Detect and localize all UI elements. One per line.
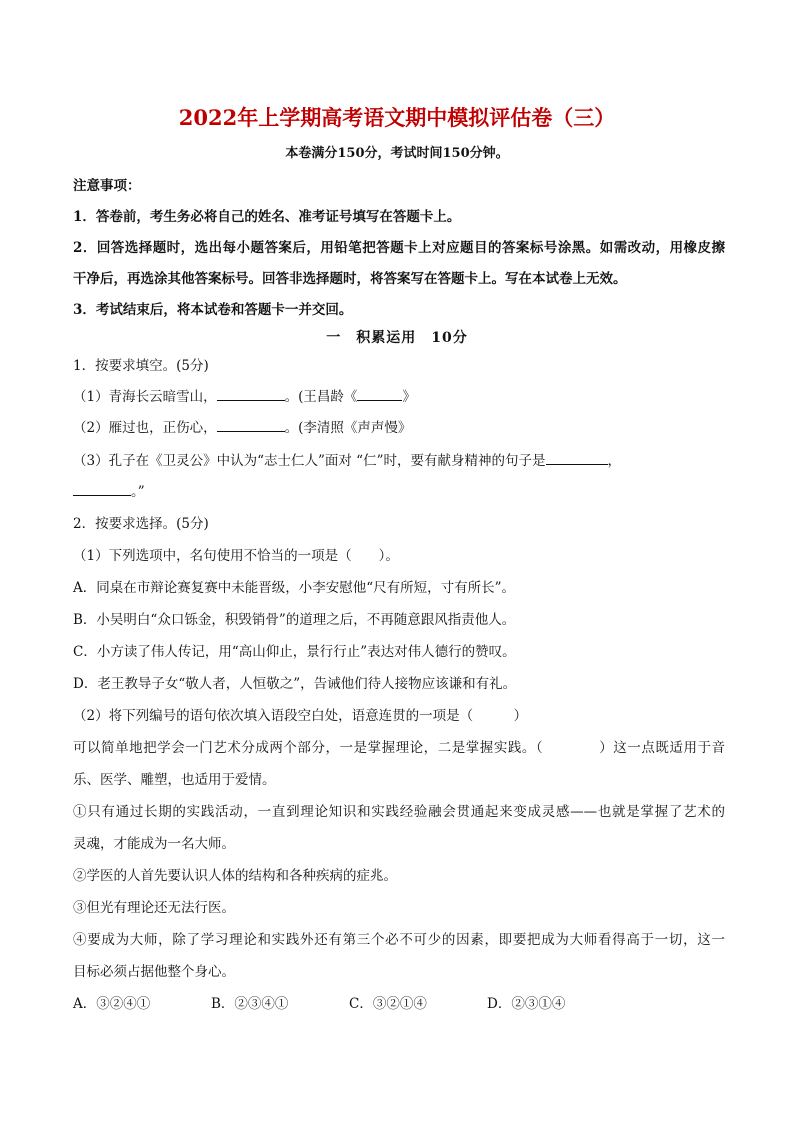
q1-part3	[73, 451, 725, 471]
q1-part1-text-a: （1）青海长云暗雪山，	[73, 389, 217, 405]
q1-part2-text-b: 。(李清照《声声慢》	[284, 420, 412, 436]
notice-item-2a: 2．回答选择题时，选出每小题答案后，用铅笔把答题卡上对应题目的答案标号涂黑。如需改动，用橡皮擦	[73, 240, 725, 256]
q1-part1-text-b: 。(王昌龄《	[284, 389, 358, 405]
exam-title: 2022年上学期高考语文期中模拟评估卷（三）	[178, 105, 616, 130]
q1-part2-blank[interactable]	[217, 418, 285, 432]
q2-sentence-1a: ①只有通过长期的实践活动，一直到理论知识和实践经验融会贯通起来变成灵感——也就是掌握了艺术的	[73, 804, 725, 820]
q2-option-a: A．同桌在市辩论赛复赛中未能晋级，小李安慰他“尺有所短，寸有所长”。	[73, 580, 516, 596]
q1-part1-blank[interactable]	[217, 387, 285, 401]
q1-part1-text-c: 》	[402, 389, 416, 405]
notice-item-2b: 干净后，再选涂其他答案标号。回答非选择题时，将答案写在答题卡上。写在本试卷上无效。	[73, 271, 627, 287]
exam-subtitle: 本卷满分150分，考试时间150分钟。	[285, 146, 509, 161]
q1-part2	[73, 418, 725, 438]
notice-item-3: 3．考试结束后，将本试卷和答题卡一并交回。	[73, 302, 353, 318]
q1-part3-cont	[73, 482, 725, 502]
q2-option-c: C．小方读了伟人传记，用“高山仰止，景行行止”表达对伟人德行的赞叹。	[73, 644, 516, 660]
q1-part3-text-c: 。”	[131, 484, 145, 500]
q2-sentence-2: ②学医的人首先要认识人体的结构和各种疾病的症兆。	[73, 868, 397, 884]
q2-passage-line-1: 可以简单地把学会一门艺术分成两个部分，一是掌握理论，二是掌握实践。（ ）这一点既适用于音	[73, 740, 725, 756]
q2-option-b: B．小吴明白“众口铄金，积毁销骨”的道理之后，不再随意跟风指责他人。	[73, 612, 516, 628]
notice-heading: 注意事项：	[73, 178, 141, 194]
q1-part1-blank-title[interactable]	[357, 387, 402, 401]
q2-option-d: D．老王教导子女“敬人者，人恒敬之”，告诫他们待人接物应该谦和有礼。	[73, 676, 517, 692]
q1-part3-text-b: ，	[607, 453, 621, 469]
q1-part3-blank-1[interactable]	[546, 451, 608, 465]
q2-sentence-1b: 灵魂，才能成为一名大师。	[73, 836, 235, 852]
answer-option-c[interactable]: C．③②①④	[349, 996, 427, 1012]
q1-part3-blank-2[interactable]	[73, 482, 131, 496]
q2-sentence-4b: 目标必须占据他整个身心。	[73, 964, 235, 980]
section-heading: 一 积累运用 10分	[326, 330, 468, 346]
q1-part1	[73, 387, 725, 407]
answer-option-a[interactable]: A．③②④①	[73, 996, 151, 1012]
answer-option-b[interactable]: B．②③④①	[211, 996, 289, 1012]
answer-option-d[interactable]: D．②③①④	[487, 996, 566, 1012]
q2-answer-options	[73, 994, 725, 1014]
q1-stem: 1．按要求填空。(5分)	[73, 358, 209, 374]
q2-passage-line-2: 乐、医学、雕塑，也适用于爱情。	[73, 772, 276, 788]
q2-sub1: （1）下列选项中，名句使用不恰当的一项是（ ）。	[73, 548, 399, 564]
q2-sentence-4a: ④要成为大师，除了学习理论和实践外还有第三个必不可少的因素，即要把成为大师看得高于一切，这一	[73, 932, 725, 948]
notice-item-1: 1．答卷前，考生务必将自己的姓名、准考证号填写在答题卡上。	[73, 209, 461, 225]
q2-stem: 2．按要求选择。(5分)	[73, 516, 209, 532]
q1-part2-text-a: （2）雁过也，正伤心，	[73, 420, 217, 436]
q2-sub2: （2）将下列编号的语句依次填入语段空白处，语意连贯的一项是（ ）	[73, 708, 528, 724]
q1-part3-text-a: （3）孔子在《卫灵公》中认为“志士仁人”面对 “仁”时，要有献身精神的句子是	[73, 453, 546, 469]
q2-sentence-3: ③但光有理论还无法行医。	[73, 900, 235, 916]
